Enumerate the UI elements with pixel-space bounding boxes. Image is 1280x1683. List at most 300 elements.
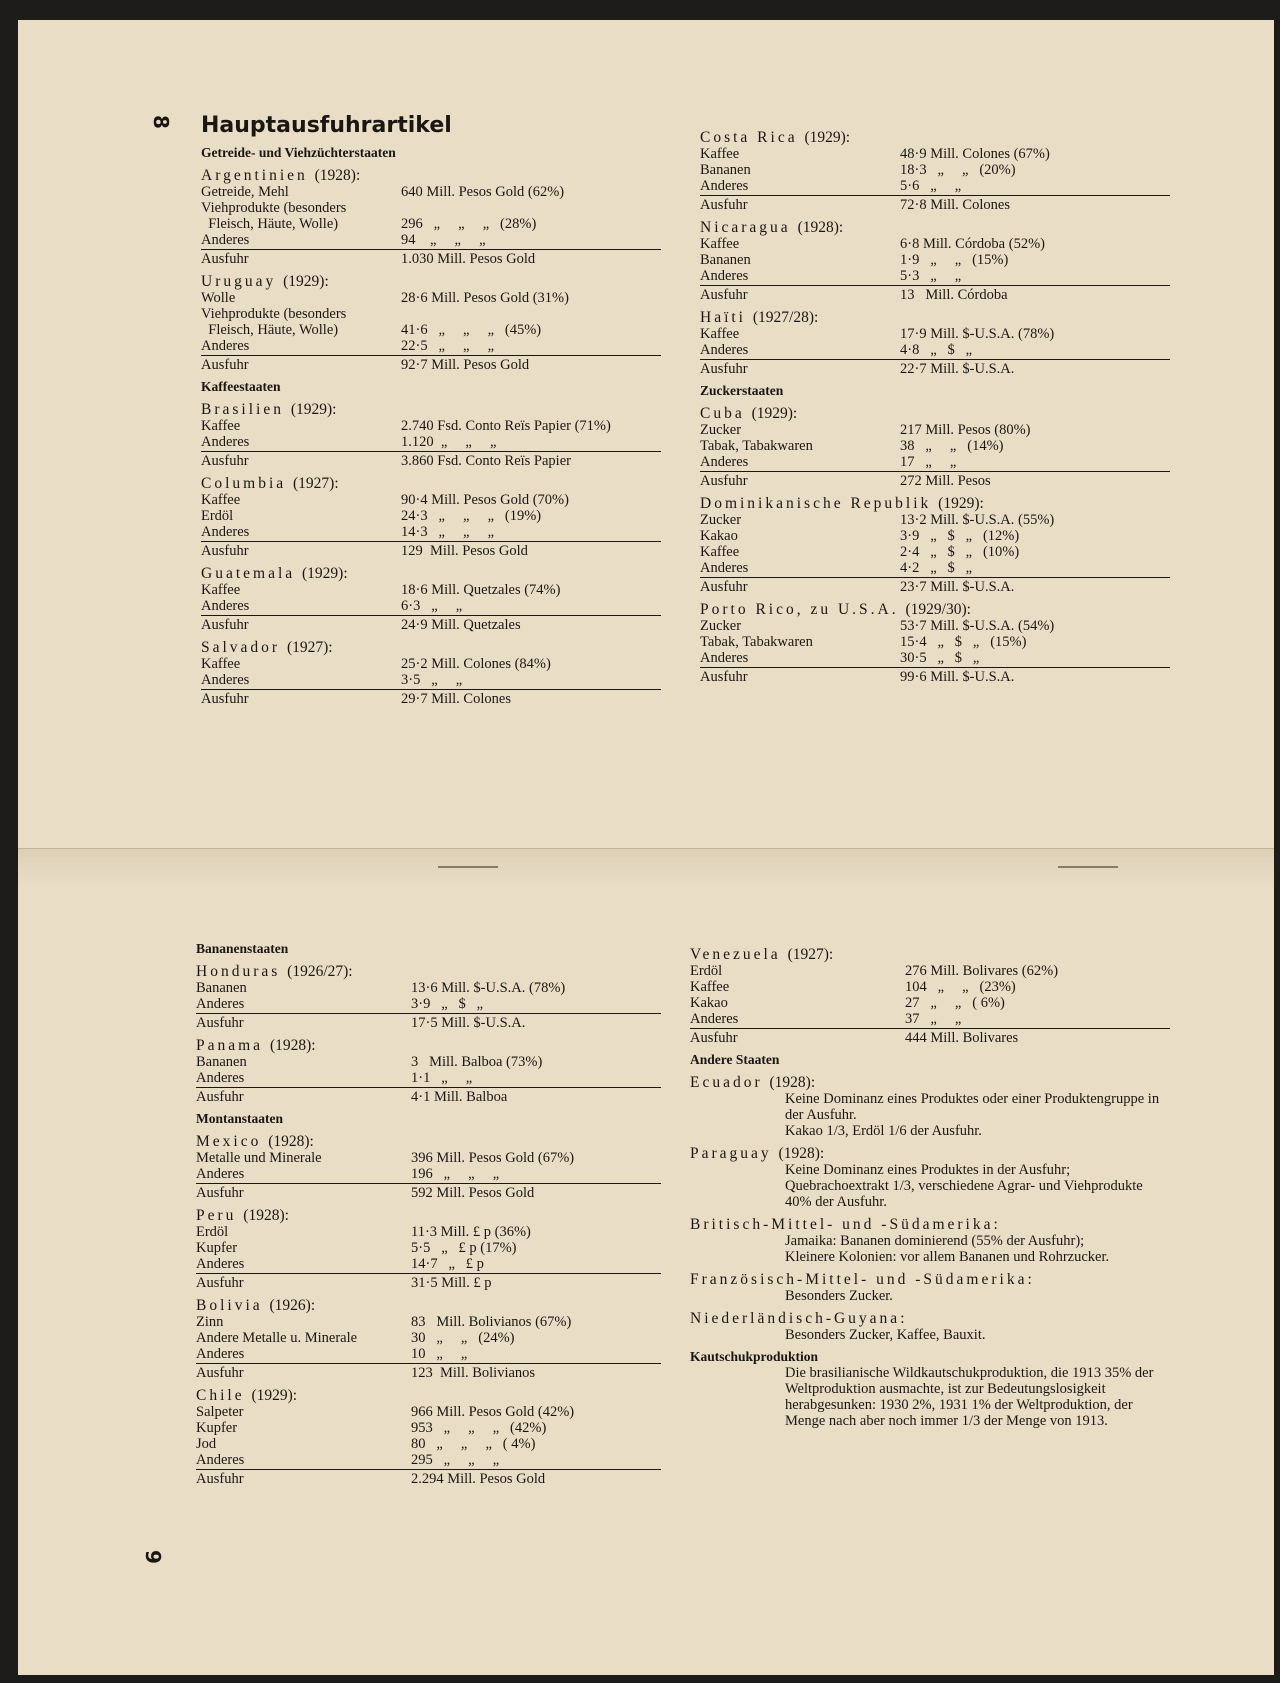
page-fold <box>18 848 1274 889</box>
total-rule <box>700 471 1170 472</box>
table-row <box>700 422 1170 438</box>
total-label: Ausfuhr <box>196 1365 244 1381</box>
row-value: 80 „ „ „ ( 4%) <box>411 1436 536 1452</box>
country-heading <box>201 640 661 656</box>
row-label: Anderes <box>700 178 749 194</box>
country-year: (1928): <box>268 1133 314 1150</box>
table-row <box>700 236 1170 252</box>
row-label: Wolle <box>201 290 236 306</box>
page-number-bottom: 9 <box>140 1550 165 1564</box>
table-row <box>700 438 1170 454</box>
table-row <box>700 454 1170 470</box>
row-label: Erdöl <box>690 963 723 979</box>
row-label: Kaffee <box>700 236 740 252</box>
total-rule <box>690 1028 1170 1029</box>
staple-mark <box>438 866 498 868</box>
table-row <box>201 598 661 614</box>
table-row <box>196 1054 661 1070</box>
page8-left-column <box>201 113 661 707</box>
country-heading <box>700 310 1170 326</box>
row-label: Kaffee <box>700 544 740 560</box>
country-name: Costa Rica <box>700 129 798 146</box>
row-value: 2·4 „ $ „ (10%) <box>900 544 1020 560</box>
table-row <box>700 618 1170 634</box>
table-row <box>196 1330 661 1346</box>
table-row <box>201 492 661 508</box>
row-label: Zucker <box>700 512 742 528</box>
page8-right-column <box>700 123 1170 685</box>
row-label: Erdöl <box>201 508 234 524</box>
page9-right-column <box>690 940 1170 1429</box>
row-value: 3·9 „ $ „ <box>411 996 484 1012</box>
total-rule <box>700 359 1170 360</box>
country-year: (1927): <box>293 475 339 492</box>
row-label: Anderes <box>700 342 749 358</box>
page-number-top: 8 <box>148 115 173 129</box>
row-label: Anderes <box>700 560 749 576</box>
total-row <box>196 1089 661 1105</box>
row-value: 14·3 „ „ „ <box>401 524 495 540</box>
row-value: 53·7 Mill. $-U.S.A. (54%) <box>900 618 1055 634</box>
row-label: Anderes <box>700 650 749 666</box>
total-value: 31·5 Mill. £ p <box>411 1275 492 1291</box>
row-label: Anderes <box>700 268 749 284</box>
total-row <box>700 287 1170 303</box>
row-label: Kaffee <box>201 492 241 508</box>
total-label: Ausfuhr <box>201 543 249 559</box>
row-label: Anderes <box>201 338 250 354</box>
total-row <box>201 251 661 267</box>
country-name: Columbia <box>201 475 287 492</box>
row-label: Bananen <box>196 980 247 996</box>
row-label: Salpeter <box>196 1404 244 1420</box>
total-row <box>700 473 1170 489</box>
section-heading: Zuckerstaaten <box>700 383 784 398</box>
table-row <box>201 306 661 322</box>
country-name: Niederländisch-Guyana: <box>690 1310 908 1327</box>
row-value: 966 Mill. Pesos Gold (42%) <box>411 1404 575 1420</box>
total-label: Ausfuhr <box>700 197 748 213</box>
row-value: 13·2 Mill. $-U.S.A. (55%) <box>900 512 1055 528</box>
country-name: Cuba <box>700 405 745 422</box>
total-label: Ausfuhr <box>196 1275 244 1291</box>
total-value: 3.860 Fsd. Conto Reïs Papier <box>401 453 571 469</box>
total-value: 92·7 Mill. Pesos Gold <box>401 357 530 373</box>
country-year: (1927): <box>787 946 834 963</box>
country-name: Nicaragua <box>700 219 791 236</box>
row-value: 37 „ „ <box>905 1011 962 1027</box>
row-value: 296 „ „ „ (28%) <box>401 216 537 232</box>
row-value: 90·4 Mill. Pesos Gold (70%) <box>401 492 569 508</box>
table-row <box>700 268 1170 284</box>
total-value: 129 Mill. Pesos Gold <box>401 543 528 559</box>
country-year: (1927): <box>286 639 333 656</box>
table-row <box>700 650 1170 666</box>
table-row <box>700 146 1170 162</box>
country-heading <box>690 1272 1170 1288</box>
note-text: Keine Dominanz eines Produktes oder einer Produktengruppe in der Ausfuhr. <box>785 1091 1160 1123</box>
total-value: 99·6 Mill. $-U.S.A. <box>900 669 1015 685</box>
total-rule <box>201 451 661 452</box>
total-row <box>700 197 1170 213</box>
total-rule <box>201 541 661 542</box>
total-label: Ausfuhr <box>196 1471 244 1487</box>
note-text: Besonders Zucker, Kaffee, Bauxit. <box>785 1327 986 1343</box>
row-value: 1·1 „ „ <box>411 1070 473 1086</box>
row-value: 6·3 „ „ <box>401 598 463 614</box>
country-year: (1928): <box>778 1145 825 1162</box>
row-label: Kakao <box>690 995 728 1011</box>
section-heading: Kautschukproduktion <box>690 1349 819 1364</box>
country-year: (1929): <box>283 273 329 290</box>
country-year: (1929): <box>751 405 798 422</box>
section-heading: Bananenstaaten <box>196 941 289 956</box>
country-year: (1928): <box>269 1037 316 1054</box>
country-heading <box>196 1208 661 1224</box>
table-row <box>700 560 1170 576</box>
country-heading <box>700 496 1170 512</box>
country-name: Brasilien <box>201 401 284 418</box>
country-year: (1929): <box>290 401 337 418</box>
total-rule <box>196 1087 661 1088</box>
section-heading: Montanstaaten <box>196 1111 283 1126</box>
table-row <box>196 1404 661 1420</box>
total-row <box>700 669 1170 685</box>
row-label: Fleisch, Häute, Wolle) <box>201 322 339 338</box>
country-heading <box>690 1217 1170 1233</box>
note-text: Kakao 1/3, Erdöl 1/6 der Ausfuhr. <box>785 1123 982 1139</box>
country-name: Panama <box>196 1037 264 1054</box>
country-year: (1929/30): <box>905 601 971 618</box>
row-value: 17·9 Mill. $-U.S.A. (78%) <box>900 326 1055 342</box>
row-label: Kaffee <box>201 582 241 598</box>
table-row <box>201 508 661 524</box>
row-value: 13·6 Mill. $-U.S.A. (78%) <box>411 980 566 996</box>
country-year: (1929): <box>251 1387 298 1404</box>
table-row <box>201 524 661 540</box>
table-row <box>201 200 661 216</box>
table-row <box>196 1314 661 1330</box>
country-heading <box>201 402 661 418</box>
row-value: 4·2 „ $ „ <box>900 560 973 576</box>
table-row <box>196 1240 661 1256</box>
country-year: (1928): <box>243 1207 289 1224</box>
row-label: Anderes <box>196 1256 245 1272</box>
total-row <box>201 357 661 373</box>
country-name: Uruguay <box>201 273 277 290</box>
table-row <box>201 434 661 450</box>
total-value: 123 Mill. Bolivianos <box>411 1365 536 1381</box>
country-name: Porto Rico, zu U.S.A. <box>700 601 899 618</box>
country-year: (1926/27): <box>287 963 353 980</box>
row-label: Viehprodukte (besonders <box>201 200 347 216</box>
row-label: Tabak, Tabakwaren <box>700 634 813 650</box>
total-value: 1.030 Mill. Pesos Gold <box>401 251 536 267</box>
row-value: 38 „ „ (14%) <box>900 438 1004 454</box>
total-value: 444 Mill. Bolivares <box>905 1030 1019 1046</box>
row-label: Anderes <box>196 1452 245 1468</box>
total-label: Ausfuhr <box>201 453 249 469</box>
row-value: 94 „ „ „ <box>401 232 486 248</box>
row-value: 295 „ „ „ <box>411 1452 500 1468</box>
country-heading <box>700 406 1170 422</box>
table-row <box>196 1256 661 1272</box>
total-rule <box>201 355 661 356</box>
row-value: 3·5 „ „ <box>401 672 463 688</box>
section-heading: Andere Staaten <box>690 1052 780 1067</box>
table-row <box>196 1346 661 1362</box>
table-row <box>196 1436 661 1452</box>
country-year: (1927/28): <box>752 309 819 326</box>
country-heading <box>196 1038 661 1054</box>
total-label: Ausfuhr <box>201 691 249 707</box>
total-rule <box>196 1273 661 1274</box>
country-year: (1928): <box>797 219 844 236</box>
row-label: Zucker <box>700 618 742 634</box>
table-row <box>690 979 1170 995</box>
country-name: Venezuela <box>690 946 781 963</box>
row-label: Tabak, Tabakwaren <box>700 438 813 454</box>
note-text: Kleinere Kolonien: vor allem Bananen und Rohrzucker. <box>785 1249 1110 1265</box>
row-value: 83 Mill. Bolivianos (67%) <box>411 1314 572 1330</box>
total-row <box>196 1185 661 1201</box>
document-sheet <box>18 20 1274 1675</box>
row-value: 196 „ „ „ <box>411 1166 500 1182</box>
row-label: Erdöl <box>196 1224 229 1240</box>
row-label: Anderes <box>196 1070 245 1086</box>
row-value: 25·2 Mill. Colones (84%) <box>401 656 551 672</box>
country-heading <box>196 1298 661 1314</box>
table-row <box>196 1224 661 1240</box>
country-heading <box>201 566 661 582</box>
country-name: Argentinien <box>201 167 308 184</box>
row-value: 15·4 „ $ „ (15%) <box>900 634 1027 650</box>
country-name: Dominikanische Republik <box>700 495 932 512</box>
table-row <box>196 1166 661 1182</box>
country-year: (1928): <box>314 167 361 184</box>
row-label: Kaffee <box>201 656 241 672</box>
total-row <box>201 453 661 469</box>
total-label: Ausfuhr <box>700 473 748 489</box>
total-row <box>201 617 661 633</box>
total-label: Ausfuhr <box>196 1185 244 1201</box>
note-text: Besonders Zucker. <box>785 1288 893 1304</box>
row-label: Kaffee <box>201 418 241 434</box>
row-value: 24·3 „ „ „ (19%) <box>401 508 542 524</box>
table-row <box>201 672 661 688</box>
row-label: Anderes <box>690 1011 739 1027</box>
total-value: 72·8 Mill. Colones <box>900 197 1010 213</box>
row-label: Anderes <box>201 232 250 248</box>
table-row <box>201 656 661 672</box>
country-year: (1928): <box>769 1074 816 1091</box>
row-label: Andere Metalle u. Minerale <box>196 1330 358 1346</box>
table-row <box>700 342 1170 358</box>
row-label: Fleisch, Häute, Wolle) <box>201 216 339 232</box>
row-label: Anderes <box>196 1346 245 1362</box>
total-value: 29·7 Mill. Colones <box>401 691 511 707</box>
country-name: Französisch-Mittel- und -Südamerika: <box>690 1271 1035 1288</box>
total-row <box>196 1365 661 1381</box>
table-row <box>196 1420 661 1436</box>
table-row <box>700 512 1170 528</box>
country-name: Ecuador <box>690 1074 763 1091</box>
table-row <box>201 322 661 338</box>
total-value: 272 Mill. Pesos <box>900 473 991 489</box>
country-name: Salvador <box>201 639 281 656</box>
row-value: 104 „ „ (23%) <box>905 979 1016 995</box>
row-label: Zucker <box>700 422 742 438</box>
row-value: 217 Mill. Pesos (80%) <box>900 422 1031 438</box>
row-value: 6·8 Mill. Córdoba (52%) <box>900 236 1045 252</box>
row-label: Kupfer <box>196 1420 238 1436</box>
total-label: Ausfuhr <box>700 361 748 377</box>
country-heading <box>700 130 1170 146</box>
total-rule <box>700 195 1170 196</box>
row-label: Bananen <box>700 162 751 178</box>
total-row <box>700 579 1170 595</box>
country-year: (1929): <box>938 495 984 512</box>
row-label: Kaffee <box>690 979 730 995</box>
row-value: 5·3 „ „ <box>900 268 962 284</box>
row-value: 2.740 Fsd. Conto Reïs Papier (71%) <box>401 418 611 434</box>
row-value: 1·9 „ „ (15%) <box>900 252 1009 268</box>
total-label: Ausfuhr <box>201 251 249 267</box>
total-rule <box>196 1013 661 1014</box>
total-value: 4·1 Mill. Balboa <box>411 1089 508 1105</box>
total-row <box>196 1471 661 1487</box>
total-label: Ausfuhr <box>700 287 748 303</box>
row-label: Jod <box>196 1436 217 1452</box>
table-row <box>700 178 1170 194</box>
row-value: 11·3 Mill. £ p (36%) <box>411 1224 531 1240</box>
table-row <box>700 162 1170 178</box>
table-row <box>201 184 661 200</box>
table-row <box>700 634 1170 650</box>
row-value: 396 Mill. Pesos Gold (67%) <box>411 1150 575 1166</box>
row-label: Bananen <box>700 252 751 268</box>
total-label: Ausfuhr <box>196 1015 244 1031</box>
country-heading <box>201 274 661 290</box>
paragraph-text: Die brasilianische Wildkautschukproduktion, die 1913 35% der Weltproduktion ausmachte, ist zur Bedeutungslosigkeit herabgesunken: 1930 2%, 1931 1% der Weltproduktion, der Menge nach aber noch immer 1/3 der Menge von 1913. <box>785 1365 1154 1429</box>
total-label: Ausfuhr <box>201 357 249 373</box>
country-heading <box>196 1134 661 1150</box>
table-row <box>700 528 1170 544</box>
total-rule <box>196 1183 661 1184</box>
row-value: 276 Mill. Bolivares (62%) <box>905 963 1059 979</box>
table-row <box>201 582 661 598</box>
row-value: 27 „ „ ( 6%) <box>905 995 1005 1011</box>
total-rule <box>196 1469 661 1470</box>
country-name: Bolivia <box>196 1297 263 1314</box>
row-label: Getreide, Mehl <box>201 184 289 200</box>
table-row <box>700 326 1170 342</box>
total-label: Ausfuhr <box>700 669 748 685</box>
row-value: 10 „ „ <box>411 1346 468 1362</box>
country-heading <box>690 1075 1170 1091</box>
section-heading: Kaffeestaaten <box>201 379 281 394</box>
total-value: 24·9 Mill. Quetzales <box>401 617 521 633</box>
total-row <box>196 1275 661 1291</box>
row-value: 22·5 „ „ „ <box>401 338 495 354</box>
country-name: Honduras <box>196 963 281 980</box>
country-name: Peru <box>196 1207 237 1224</box>
row-label: Anderes <box>201 598 250 614</box>
country-heading <box>700 220 1170 236</box>
row-label: Anderes <box>201 672 250 688</box>
row-value: 3 Mill. Balboa (73%) <box>411 1054 543 1070</box>
staple-mark <box>1058 866 1118 868</box>
section-heading: Getreide- und Viehzüchterstaaten <box>201 145 396 160</box>
total-value: 22·7 Mill. $-U.S.A. <box>900 361 1015 377</box>
total-value: 13 Mill. Córdoba <box>900 287 1008 303</box>
row-value: 5·6 „ „ <box>900 178 962 194</box>
total-rule <box>201 689 661 690</box>
row-label: Anderes <box>700 454 749 470</box>
total-row <box>690 1030 1170 1046</box>
note-text: Jamaika: Bananen dominierend (55% der Ausfuhr); <box>785 1233 1085 1249</box>
country-name: Guatemala <box>201 565 296 582</box>
country-name: Haïti <box>700 309 746 326</box>
row-label: Kupfer <box>196 1240 238 1256</box>
total-row <box>196 1015 661 1031</box>
table-row <box>201 338 661 354</box>
row-label: Viehprodukte (besonders <box>201 306 347 322</box>
row-label: Anderes <box>196 1166 245 1182</box>
row-value: 28·6 Mill. Pesos Gold (31%) <box>401 290 569 306</box>
row-value: 5·5 „ £ p (17%) <box>411 1240 517 1256</box>
table-row <box>201 290 661 306</box>
country-heading <box>690 1311 1170 1327</box>
row-label: Metalle und Minerale <box>196 1150 322 1166</box>
table-row <box>690 963 1170 979</box>
row-value: 4·8 „ $ „ <box>900 342 973 358</box>
country-heading <box>700 602 1170 618</box>
row-value: 640 Mill. Pesos Gold (62%) <box>401 184 565 200</box>
total-label: Ausfuhr <box>690 1030 738 1046</box>
row-label: Kakao <box>700 528 738 544</box>
row-value: 18·3 „ „ (20%) <box>900 162 1016 178</box>
row-label: Zinn <box>196 1314 224 1330</box>
total-value: 17·5 Mill. $-U.S.A. <box>411 1015 526 1031</box>
row-value: 3·9 „ $ „ (12%) <box>900 528 1020 544</box>
row-value: 14·7 „ £ p <box>411 1256 484 1272</box>
table-row <box>201 216 661 232</box>
total-rule <box>700 285 1170 286</box>
table-row <box>201 232 661 248</box>
row-value: 18·6 Mill. Quetzales (74%) <box>401 582 561 598</box>
table-row <box>700 252 1170 268</box>
total-value: 2.294 Mill. Pesos Gold <box>411 1471 546 1487</box>
table-row <box>196 1150 661 1166</box>
table-row <box>196 996 661 1012</box>
table-row <box>196 980 661 996</box>
total-rule <box>201 249 661 250</box>
country-name: Paraguay <box>690 1145 772 1162</box>
total-value: 23·7 Mill. $-U.S.A. <box>900 579 1015 595</box>
table-row <box>700 544 1170 560</box>
row-value: 953 „ „ „ (42%) <box>411 1420 547 1436</box>
table-row <box>690 995 1170 1011</box>
row-label: Bananen <box>196 1054 247 1070</box>
total-row <box>700 361 1170 377</box>
row-value: 17 „ „ <box>900 454 957 470</box>
row-value: 48·9 Mill. Colones (67%) <box>900 146 1050 162</box>
country-year: (1926): <box>269 1297 316 1314</box>
table-row <box>690 1011 1170 1027</box>
total-label: Ausfuhr <box>201 617 249 633</box>
total-label: Ausfuhr <box>700 579 748 595</box>
